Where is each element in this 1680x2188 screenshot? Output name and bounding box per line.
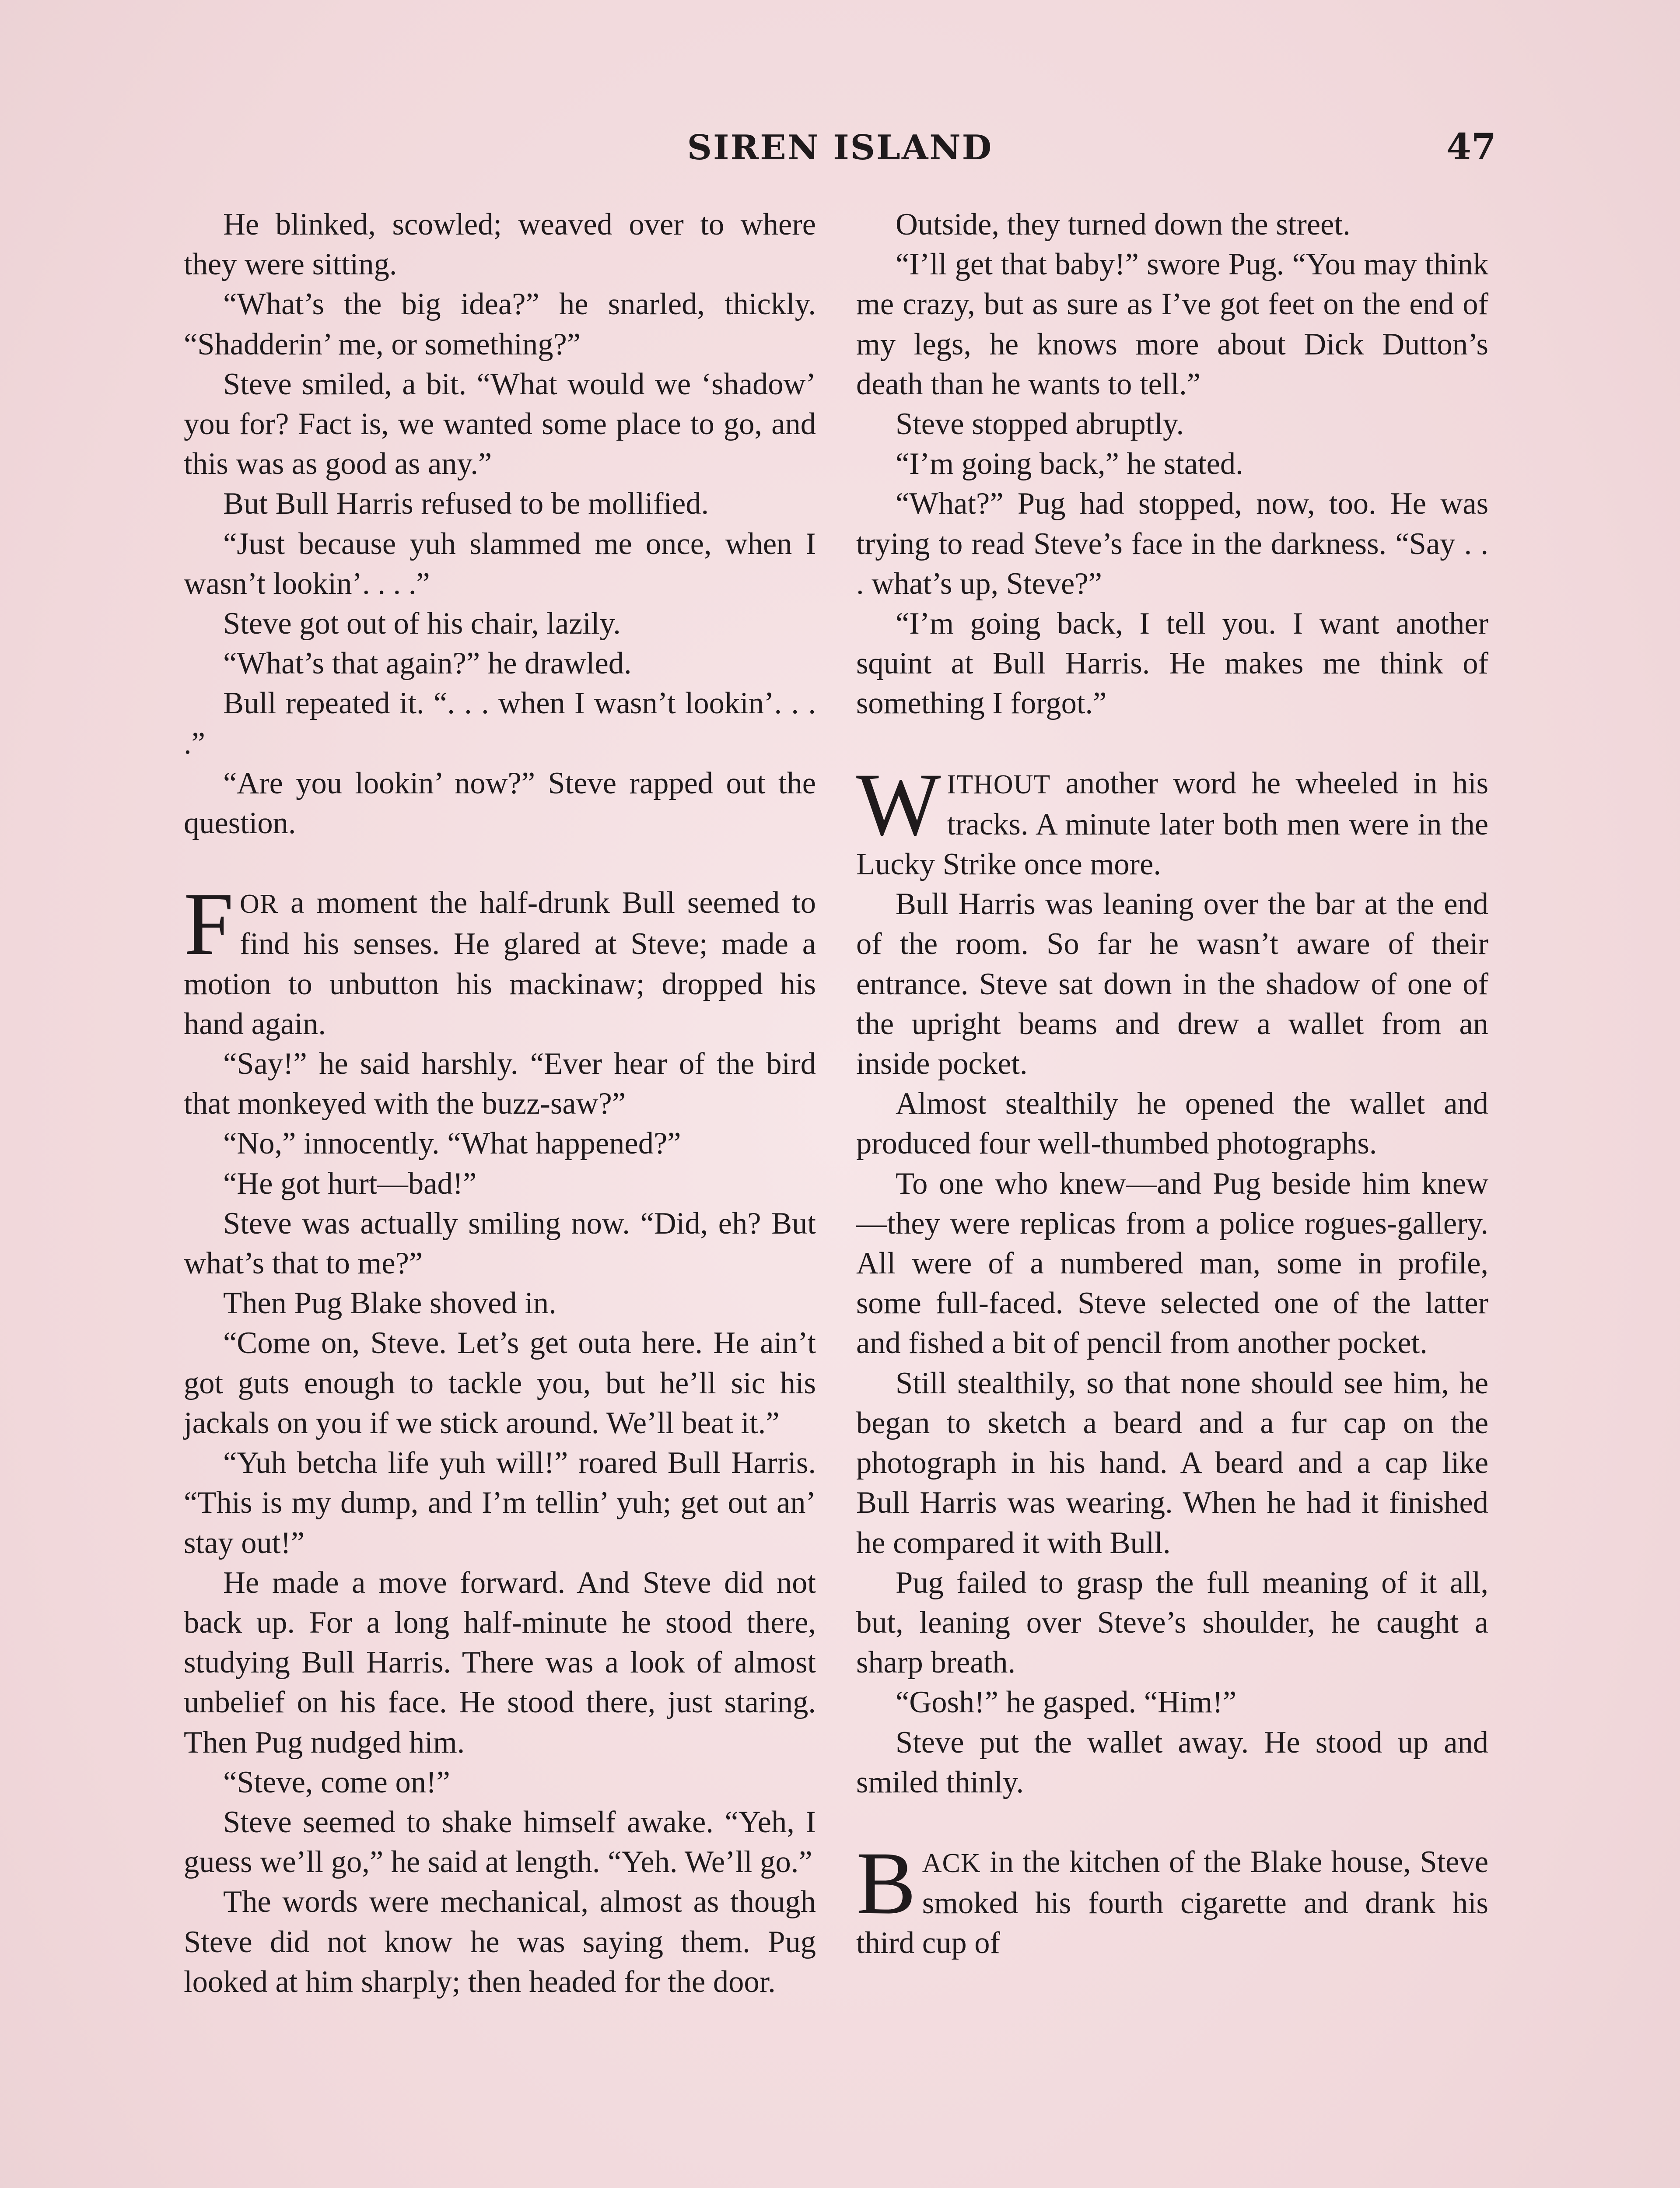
paragraph: “What?” Pug had stopped, now, too. He was trying to read Steve’s face in the darkness. “Say . . . what’s up, Steve?” — [856, 487, 1488, 601]
paragraph: Bull repeated it. “. . . when I wasn’t lookin’. . . .” — [184, 686, 816, 761]
paragraph: “Come on, Steve. Let’s get outa here. He ain’t got guts enough to tackle you, but he’ll sic his jackals on you if we stick around. We’ll beat it.” — [184, 1326, 816, 1440]
paragraph: The words were mechanical, almost as though Steve did not know he was saying them. Pug looked at him sharply; then headed for the door. — [184, 1885, 816, 1999]
paragraph-text: a moment the half-drunk Bull seemed to find his senses. He glared at Steve; made a motion to unbutton his mackinaw; dropped his hand again. — [184, 886, 816, 1041]
paragraph: Steve smiled, a bit. “What would we ‘shadow’ you for? Fact is, we wanted some place to go, and this was as good as any.” — [184, 367, 816, 481]
paragraph-text: another word he wheeled in his tracks. A minute later both men were in the Lucky Strike once more. — [856, 766, 1488, 882]
paragraph: Steve stopped abruptly. — [896, 407, 1184, 442]
section-opening-paragraph — [856, 1833, 1488, 1964]
paragraph: Almost stealthily he opened the wallet and produced four well-thumbed photographs. — [856, 1087, 1488, 1161]
page-number: 47 — [1446, 126, 1496, 168]
paragraph: “I’ll get that baby!” swore Pug. “You may think me crazy, but as sure as I’ve got feet on the end of my legs, he knows more about Dick Dutton’s death than he wants to tell.” — [856, 247, 1488, 401]
story-title: SIREN ISLAND — [687, 128, 993, 168]
paragraph: Steve seemed to shake himself awake. “Yeh, I guess we’ll go,” he said at length. “Yeh. We’ll go.” — [184, 1805, 816, 1879]
paragraph: “No,” innocently. “What happened?” — [223, 1126, 681, 1161]
paragraph: “I’m going back,” he stated. — [896, 447, 1243, 481]
paragraph: Bull Harris was leaning over the bar at the end of the room. So far he wasn’t aware of their entrance. Steve sat down in the shadow of one of the upright beams and drew a wallet from an inside pocket. — [856, 887, 1488, 1081]
paragraph: “He got hurt—bad!” — [223, 1166, 477, 1201]
paragraph: Steve put the wallet away. He stood up and smiled thinly. — [856, 1725, 1488, 1799]
paragraph: Still stealthily, so that none should see him, he began to sketch a beard and a fur cap on the photograph in his hand. A beard and a cap like Bull Harris was wearing. When he had it finished he compared it with Bull. — [856, 1366, 1488, 1560]
paragraph: Steve got out of his chair, lazily. — [223, 607, 621, 641]
drop-cap: F — [184, 874, 234, 974]
paragraph: “Yuh betcha life yuh will!” roared Bull Harris. “This is my dump, and I’m tellin’ yuh; get out an’ stay out!” — [184, 1446, 816, 1560]
paragraph: “Gosh!” he gasped. “Him!” — [896, 1685, 1237, 1720]
running-head — [184, 123, 1496, 172]
paragraph: Then Pug Blake shoved in. — [223, 1286, 556, 1321]
section-opening-paragraph — [856, 754, 1488, 885]
paragraph: He made a move forward. And Steve did not back up. For a long half-minute he stood there, studying Bull Harris. There was a look of almost unbelief on his face. He stood there, just staring. Then Pug nudged him. — [184, 1565, 816, 1760]
right-column — [856, 205, 1488, 1964]
paragraph: Outside, they turned down the street. — [896, 207, 1351, 242]
paragraph: “Just because yuh slammed me once, when I wasn’t lookin’. . . .” — [184, 526, 816, 601]
paragraph: “I’m going back, I tell you. I want another squint at Bull Harris. He makes me think of something I forgot.” — [856, 607, 1488, 721]
paragraph: To one who knew—and Pug beside him knew—they were replicas from a police rogues-gallery. All were of a numbered man, some in profile, some full-faced. Steve selected one of the latter and fished a bit of pencil from another pocket. — [856, 1166, 1488, 1360]
paragraph: “Are you lookin’ now?” Steve rapped out the question. — [184, 766, 816, 841]
paragraph: But Bull Harris refused to be mollified. — [223, 487, 709, 521]
drop-cap: B — [856, 1833, 916, 1933]
drop-cap: W — [856, 754, 941, 854]
paragraph: He blinked, scowled; weaved over to where they were sitting. — [184, 207, 816, 282]
left-column — [184, 205, 816, 2002]
lead-in: ITHOUT — [947, 769, 1051, 799]
paragraph: “Steve, come on!” — [223, 1765, 450, 1799]
paragraph: “What’s that again?” he drawled. — [223, 646, 632, 681]
paragraph-text: in the kitchen of the Blake house, Steve smoked his fourth cigarette and drank his third cup of — [856, 1844, 1488, 1960]
paragraph: Steve was actually smiling now. “Did, eh? But what’s that to me?” — [184, 1206, 816, 1281]
section-opening-paragraph — [184, 874, 816, 1044]
paragraph: “Say!” he said harshly. “Ever hear of the bird that monkeyed with the buzz-saw?” — [184, 1047, 816, 1121]
paragraph: Pug failed to grasp the full meaning of it all, but, leaning over Steve’s shoulder, he caught a sharp breath. — [856, 1565, 1488, 1680]
paragraph: “What’s the big idea?” he snarled, thickly. “Shadderin’ me, or something?” — [184, 287, 816, 361]
lead-in: ACK — [922, 1848, 981, 1878]
lead-in: OR — [240, 889, 279, 919]
